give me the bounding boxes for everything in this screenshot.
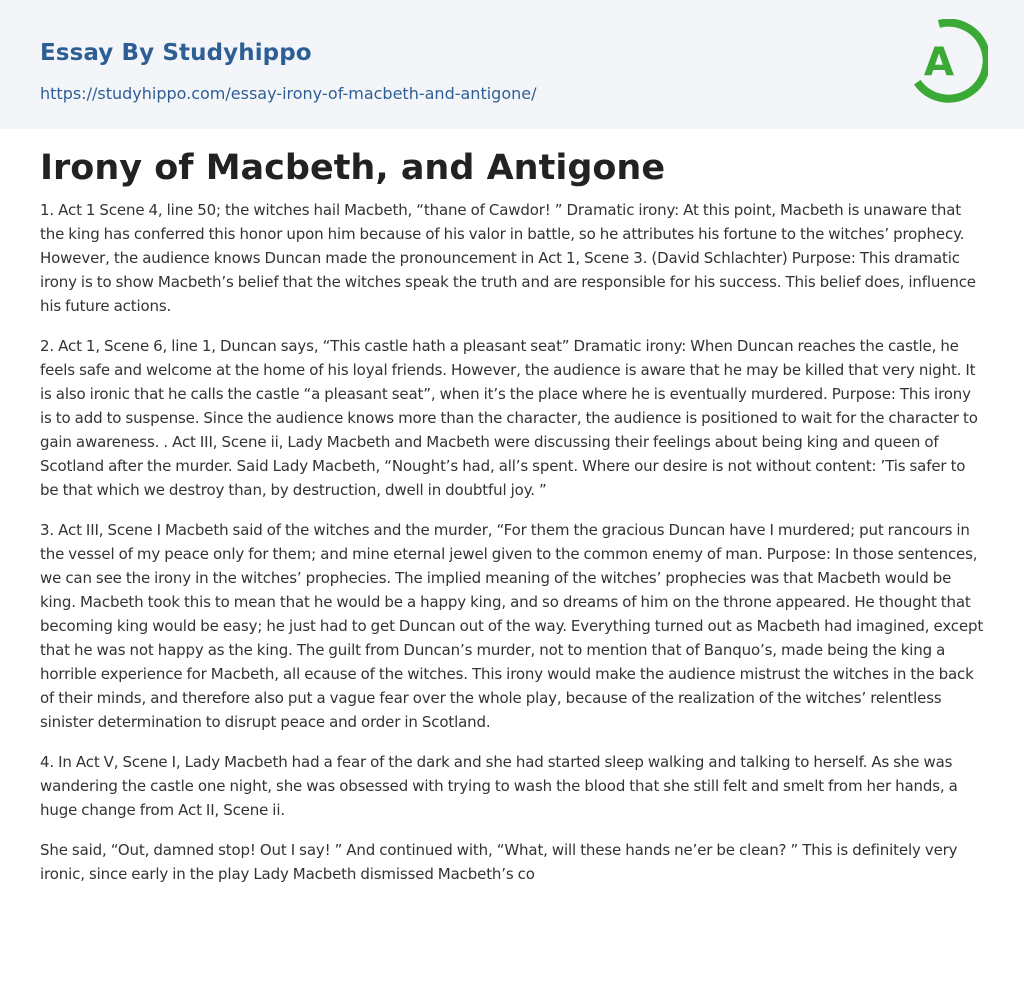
site-brand[interactable]: Essay By Studyhippo (40, 40, 312, 66)
essay-paragraph-5: She said, “Out, damned stop! Out I say! ” And continued with, “What, will these hands ne’er be clean? ” This is definitely very ironic, since early in the play Lady Macbeth dismissed Macbeth’s co (40, 841, 958, 883)
page-title: Irony of Macbeth, and Antigone (40, 148, 666, 188)
site-header (0, 0, 1024, 129)
essay-paragraph-2: 2. Act 1, Scene 6, line 1, Duncan says, “This castle hath a pleasant seat” Dramatic irony: When Duncan reaches the castle, he feels safe and welcome at the home of his loyal friends. However, the audience is aware that he may be killed that very night. It is also ironic that he calls the castle “a pleasant seat”, when it’s the place where he is eventually murdered. Purpose: This irony is to add to suspense. Since the audience knows more than the character, the audience is positioned to wait for the character to gain awareness. . Act III, Scene ii, Lady Macbeth and Macbeth were discussing their feelings about being king and queen of Scotland after the murder. Said Lady Macbeth, “Nought’s had, all’s spent. Where our desire is not without content: ’Tis safer to be that which we destroy than, by destruction, dwell in doubtful joy. ” (40, 337, 978, 499)
page-url-link[interactable]: https://studyhippo.com/essay-irony-of-macbeth-and-antigone/ (40, 84, 537, 103)
essay-paragraph-3: 3. Act III, Scene I Macbeth said of the witches and the murder, “For them the gracious Duncan have I murdered; put rancours in the vessel of my peace only for them; and mine eternal jewel given to the common enemy of man. Purpose: In those sentences, we can see the irony in the witches’ prophecies. The implied meaning of the witches’ prophecies was that Macbeth would be king. Macbeth took this to mean that he would be a happy king, and so dreams of him on the throne appeared. He thought that becoming king would be easy; he just had to get Duncan out of the way. Everything turned out as Macbeth had imagined, except that he was not happy as the king. The guilt from Duncan’s murder, not to mention that of Banquo’s, made being the king a horrible experience for Macbeth, all ecause of the witches. This irony would make the audience mistrust the witches in the back of their minds, and therefore also put a vague fear over the whole play, because of the realization of the witches’ relentless sinister determination to disrupt peace and order in Scotland. (40, 521, 984, 731)
essay-content (40, 142, 984, 902)
studyhippo-logo-icon[interactable] (912, 19, 988, 105)
logo-letter: A (923, 40, 955, 85)
essay-paragraph-1: 1. Act 1 Scene 4, line 50; the witches hail Macbeth, “thane of Cawdor! ” Dramatic irony: At this point, Macbeth is unaware that the king has conferred this honor upon him because of his valor in battle, so he attributes his fortune to the witches’ prophecy. However, the audience knows Duncan made the pronouncement in Act 1, Scene 3. (David Schlachter) Purpose: This dramatic irony is to show Macbeth’s belief that the witches speak the truth and are responsible for his success. This belief does, influence his future actions. (40, 201, 976, 315)
essay-paragraph-4: 4. In Act V, Scene I, Lady Macbeth had a fear of the dark and she had started sleep walking and talking to herself. As she was wandering the castle one night, she was obsessed with trying to wash the blood that she still felt and smelt from her hands, a huge change from Act II, Scene ii. (40, 753, 958, 819)
